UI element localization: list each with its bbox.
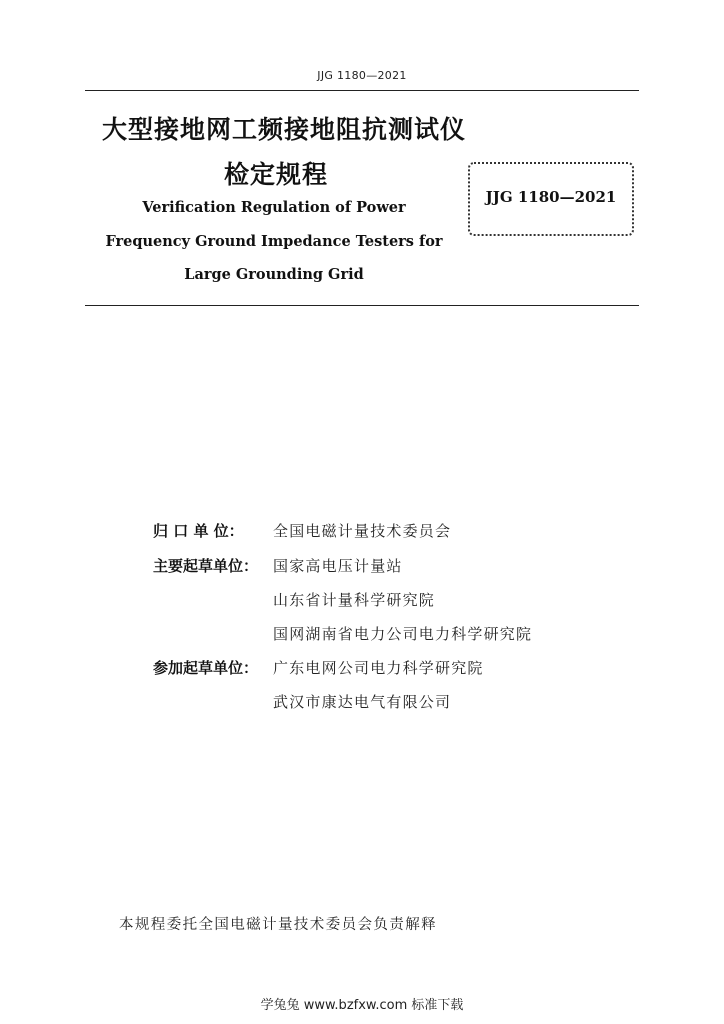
main-drafting-unit: 山东省计量科学研究院 xyxy=(273,591,436,609)
responsible-unit-label: 归 口 单 位： xyxy=(153,522,244,540)
bottom-divider xyxy=(85,305,639,306)
main-drafting-label: 主要起草单位： xyxy=(153,557,259,575)
responsible-unit-row xyxy=(153,520,451,541)
title-english-line-2: Frequency Ground Impedance Testers for xyxy=(105,233,443,250)
code-box-number: JJG 1180—2021 xyxy=(485,188,617,206)
participating-drafting-label: 参加起草单位： xyxy=(153,659,259,677)
participating-drafting-unit: 武汉市康达电气有限公司 xyxy=(273,693,452,711)
main-drafting-unit: 国网湖南省电力公司电力科学研究院 xyxy=(273,625,533,643)
main-drafting-row xyxy=(153,589,435,610)
top-divider xyxy=(85,90,639,91)
main-drafting-row xyxy=(153,555,403,576)
title-english-line-1: Verification Regulation of Power xyxy=(142,199,406,216)
main-drafting-unit: 国家高电压计量站 xyxy=(273,557,403,575)
title-chinese-line-1: 大型接地网工频接地阻抗测试仪 xyxy=(102,115,467,144)
main-drafting-row xyxy=(153,623,532,644)
participating-drafting-unit: 广东电网公司电力科学研究院 xyxy=(273,659,484,677)
download-watermark: 学兔兔 www.bzfxw.com 标准下载 xyxy=(260,998,464,1013)
participating-drafting-row xyxy=(153,691,451,712)
title-chinese-line-2: 检定规程 xyxy=(224,160,329,189)
title-english-line-3: Large Grounding Grid xyxy=(184,266,364,283)
document-code-header: JJG 1180—2021 xyxy=(317,69,407,82)
interpretation-note: 本规程委托全国电磁计量技术委员会负责解释 xyxy=(119,917,437,933)
responsible-unit-value: 全国电磁计量技术委员会 xyxy=(273,522,452,540)
participating-drafting-row xyxy=(153,657,484,678)
